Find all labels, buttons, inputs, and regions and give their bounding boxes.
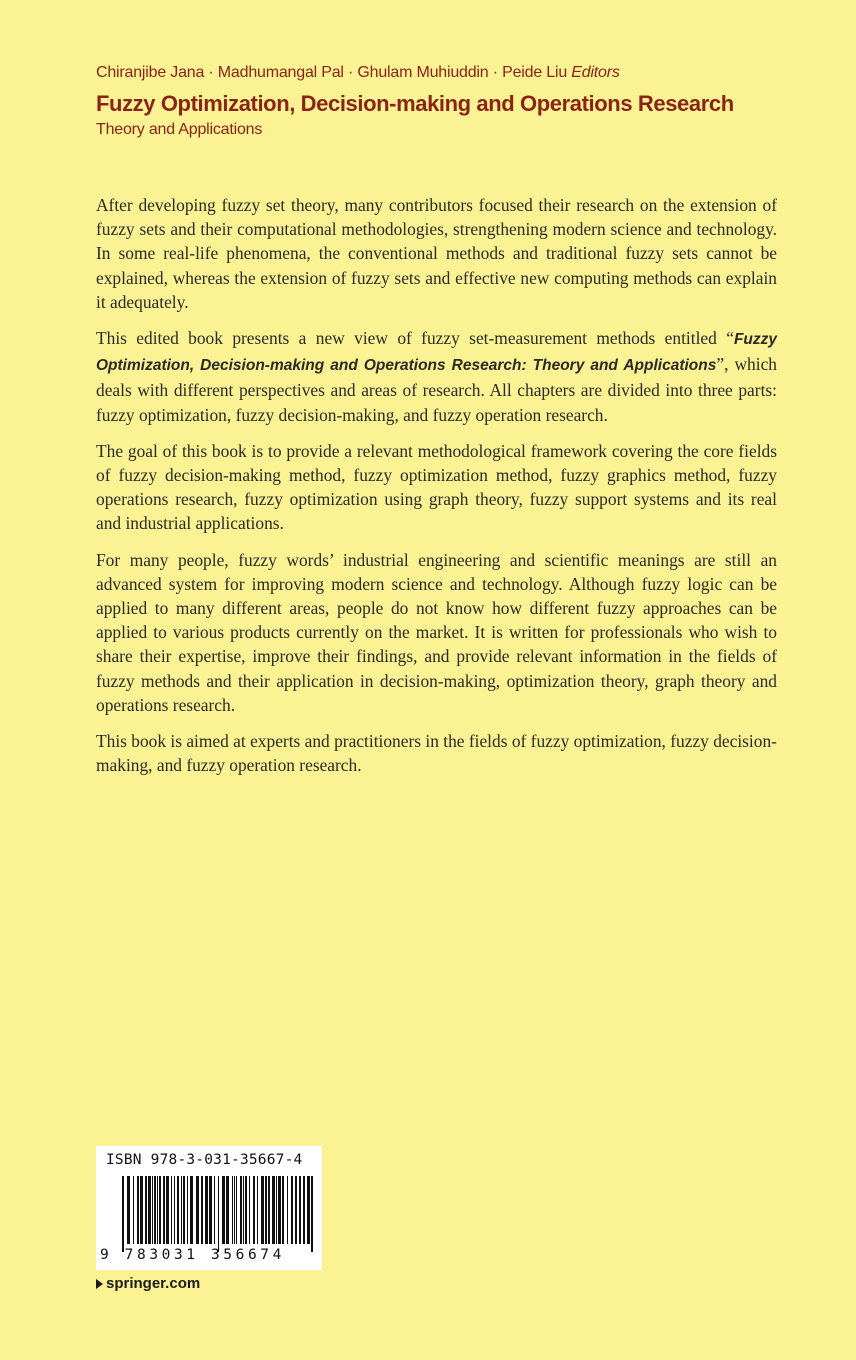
barcode-bar <box>145 1176 147 1244</box>
barcode-bar <box>218 1176 219 1252</box>
paragraph-2 <box>96 326 777 427</box>
barcode-bar <box>201 1176 203 1244</box>
barcode-bar <box>261 1176 264 1244</box>
barcode-bar <box>154 1176 156 1244</box>
barcode-bar <box>122 1176 124 1252</box>
paragraph-3: The goal of this book is to provide a relevant methodological framework covering the core fields of fuzzy decision-making method, fuzzy optimization method, fuzzy graphics method, fuzzy operations research, fuzzy optimization using graph theory, fuzzy support systems and its real and industrial applications. <box>96 440 777 534</box>
barcode-bar <box>127 1176 130 1244</box>
barcode-bar <box>303 1176 305 1244</box>
editors-role: Editors <box>571 64 620 81</box>
barcode-bar <box>187 1176 188 1244</box>
barcode-bar <box>243 1176 244 1244</box>
barcode-bar <box>214 1176 215 1244</box>
barcode-bar <box>276 1176 277 1244</box>
blurb <box>96 193 777 789</box>
barcode-bar <box>174 1176 175 1244</box>
barcode-bar <box>209 1176 212 1244</box>
book-subtitle: Theory and Applications <box>96 121 263 138</box>
barcode-bar <box>253 1176 255 1244</box>
barcode-bar <box>196 1176 199 1244</box>
barcode-bar <box>245 1176 247 1244</box>
publisher-link[interactable] <box>96 1275 200 1292</box>
isbn-label: ISBN 978-3-031-35667-4 <box>106 1152 303 1168</box>
barcode-bar <box>166 1176 169 1244</box>
barcode-bar <box>159 1176 161 1244</box>
barcode-bar <box>190 1176 193 1244</box>
barcode-bar <box>171 1176 172 1244</box>
barcode-bar <box>140 1176 143 1244</box>
barcode-bar <box>163 1176 165 1244</box>
barcode-bar <box>205 1176 208 1244</box>
book-title: Fuzzy Optimization, Decision-making and Operations Research <box>96 91 734 116</box>
editors-names: Chiranjibe Jana · Madhumangal Pal · Ghulam Muhiuddin · Peide Liu <box>96 64 568 81</box>
paragraph-1: After developing fuzzy set theory, many contributors focused their research on the extension of fuzzy sets and their computational methodologies, strengthening modern science and technology. In some real-life phenomena, the conventional methods and traditional fuzzy sets cannot be explained, whereas the extension of fuzzy sets and effective new computing methods can explain it adequately. <box>96 195 777 312</box>
barcode-bar <box>265 1176 267 1244</box>
barcode-bar <box>232 1176 233 1244</box>
barcode-bar <box>181 1176 182 1244</box>
header <box>96 62 816 141</box>
barcode-bar <box>287 1176 288 1244</box>
barcode-bar <box>133 1176 134 1244</box>
barcode-bar <box>222 1176 225 1244</box>
barcode-bar <box>311 1176 313 1252</box>
barcode-bar <box>226 1176 229 1244</box>
barcode-bar <box>268 1176 270 1244</box>
barcode-bar <box>291 1176 293 1244</box>
barcode-digits: 9 783031 356674 <box>100 1247 285 1263</box>
barcode-bar <box>295 1176 297 1244</box>
barcode-bar <box>152 1176 153 1244</box>
barcode-bar <box>299 1176 301 1244</box>
barcode-bar <box>137 1176 139 1244</box>
publisher-website: springer.com <box>106 1275 201 1292</box>
paragraph-2-start: This edited book presents a new view of fuzzy set-measurement methods entitled “ <box>96 328 734 349</box>
barcode-bar <box>148 1176 151 1244</box>
barcode-bar <box>249 1176 250 1244</box>
barcode-bar <box>177 1176 179 1244</box>
barcode-icon <box>122 1176 316 1252</box>
triangle-right-icon <box>96 1279 103 1289</box>
barcode-bar <box>183 1176 185 1244</box>
barcode-bar <box>236 1176 237 1244</box>
barcode-bar <box>307 1176 310 1244</box>
barcode-bar <box>257 1176 258 1244</box>
paragraph-2-end: ”, which deals with different perspectives and areas of research. All chapters are divided into three parts: fuzzy optimization, fuzzy decision-making, and fuzzy operation research. <box>96 354 777 425</box>
paragraph-2-book-title: Fuzzy Optimization, Decision-making and Operations Research: Theory and Applications <box>96 331 777 375</box>
barcode-bar <box>282 1176 284 1244</box>
paragraph-5: This book is aimed at experts and practitioners in the fields of fuzzy optimization, fuzzy decision-making, and fuzzy operation research. <box>96 731 777 776</box>
barcode-bar <box>240 1176 242 1244</box>
barcode-bar <box>234 1176 235 1244</box>
barcode-box <box>96 1146 322 1270</box>
barcode-bar <box>272 1176 275 1244</box>
barcode-bar <box>157 1176 158 1244</box>
paragraph-4: For many people, fuzzy words’ industrial engineering and scientific meanings are still an advanced system for improving modern science and technology. Although fuzzy logic can be applied to many different areas, people do not know how different fuzzy approaches can be applied to various products currently on the market. It is written for professionals who wish to share their expertise, improve their findings, and provide relevant information in the fields of fuzzy methods and their application in decision-making, optimization theory, graph theory and operations research. <box>96 549 777 715</box>
barcode-bar <box>278 1176 281 1244</box>
editors-line <box>96 62 816 84</box>
